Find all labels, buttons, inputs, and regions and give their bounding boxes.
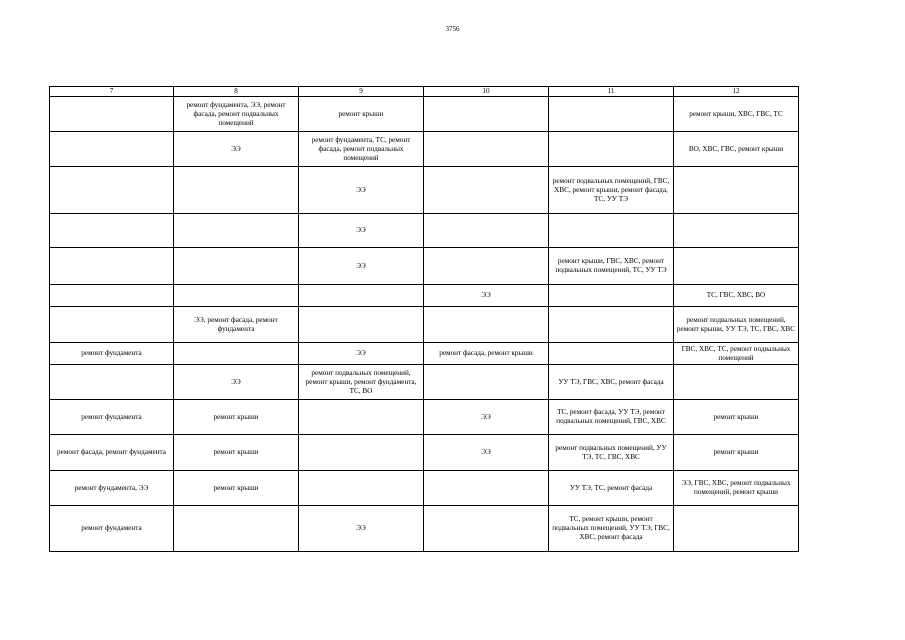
table-cell: [549, 214, 674, 248]
table-cell: ремонт крыши: [674, 435, 799, 471]
table-cell: [424, 506, 549, 552]
table-cell: ЭЭ: [299, 506, 424, 552]
table-cell: [424, 365, 549, 400]
table-row: [50, 132, 799, 167]
table-cell: [424, 214, 549, 248]
table-row: [50, 365, 799, 400]
table-cell: [174, 167, 299, 214]
table-cell: ремонт подвальных помещений, ГВС, ХВС, ремонт крыши, ремонт фасада, ТС, УУ ТЭ: [549, 167, 674, 214]
table-cell: ремонт подвальных помещений, УУ ТЭ, ТС, ГВС, ХВС: [549, 435, 674, 471]
table-row: [50, 343, 799, 365]
table-cell: УУ ТЭ, ГВС, ХВС, ремонт фасада: [549, 365, 674, 400]
table-cell: [549, 132, 674, 167]
table-cell: [50, 167, 174, 214]
table-cell: ремонт подвальных помещений, ремонт крыши, УУ ТЭ, ТС, ГВС, ХВС: [674, 307, 799, 343]
table-row: [50, 97, 799, 132]
table-cell: ЭЭ: [174, 365, 299, 400]
table-cell: [549, 97, 674, 132]
table-cell: [174, 248, 299, 285]
table-cell: [424, 248, 549, 285]
table-cell: [50, 248, 174, 285]
table-cell: ремонт крыши, ХВС, ГВС, ТС: [674, 97, 799, 132]
table-row: [50, 248, 799, 285]
table-cell: ремонт подвальных помещений, ремонт крыши, ремонт фундамента, ТС, ВО: [299, 365, 424, 400]
column-header: 12: [674, 87, 799, 97]
table-cell: ЭЭ: [424, 435, 549, 471]
table-cell: [299, 471, 424, 506]
table-row: [50, 285, 799, 307]
table-cell: [50, 307, 174, 343]
table-cell: ремонт крыши: [174, 435, 299, 471]
table-cell: ЭЭ: [299, 214, 424, 248]
table-cell: [299, 285, 424, 307]
table-cell: [174, 506, 299, 552]
table-cell: [549, 343, 674, 365]
table-cell: [299, 400, 424, 435]
table-cell: [299, 307, 424, 343]
table-cell: [549, 285, 674, 307]
table-cell: ремонт фундамента, ЭЭ: [50, 471, 174, 506]
column-header: 8: [174, 87, 299, 97]
table-cell: ремонт фундамента, ЭЭ, ремонт фасада, ремонт подвальных помещений: [174, 97, 299, 132]
table-cell: [674, 248, 799, 285]
table-cell: ЭЭ: [424, 400, 549, 435]
table-cell: [174, 214, 299, 248]
table-cell: ЭЭ: [174, 132, 299, 167]
table-cell: ГВС, ХВС, ТС, ремонт подвальных помещений: [674, 343, 799, 365]
table-cell: ЭЭ: [299, 248, 424, 285]
column-header: 7: [50, 87, 174, 97]
table-cell: [674, 214, 799, 248]
table-cell: ремонт фундамента, ТС, ремонт фасада, ремонт подвальных помещений: [299, 132, 424, 167]
table-cell: [424, 307, 549, 343]
table-cell: [674, 167, 799, 214]
table-row: [50, 435, 799, 471]
table-cell: ЭЭ, ремонт фасада, ремонт фундамента: [174, 307, 299, 343]
table-cell: [424, 167, 549, 214]
table-cell: ВО, ХВС, ГВС, ремонт крыши: [674, 132, 799, 167]
table-row: [50, 471, 799, 506]
table-cell: [50, 365, 174, 400]
table-cell: [674, 365, 799, 400]
table-cell: [424, 97, 549, 132]
table-cell: ремонт крыши: [674, 400, 799, 435]
table-cell: [549, 307, 674, 343]
table-row: [50, 167, 799, 214]
table-cell: [50, 97, 174, 132]
table-cell: [50, 132, 174, 167]
page-number: 3756: [445, 25, 460, 33]
table-cell: ремонт фундамента: [50, 506, 174, 552]
table-cell: ремонт крыши: [174, 400, 299, 435]
table-cell: [174, 285, 299, 307]
table-cell: ремонт фасада, ремонт крыши: [424, 343, 549, 365]
table-cell: ТС, ремонт фасада, УУ ТЭ, ремонт подвальных помещений, ГВС, ХВС: [549, 400, 674, 435]
table-row: [50, 307, 799, 343]
column-header: 11: [549, 87, 674, 97]
table-cell: [424, 132, 549, 167]
table-cell: [674, 506, 799, 552]
table-cell: ремонт крыши: [174, 471, 299, 506]
table-cell: ремонт фундамента: [50, 343, 174, 365]
table-cell: УУ ТЭ, ТС, ремонт фасада: [549, 471, 674, 506]
table-cell: ремонт крыши: [299, 97, 424, 132]
table-cell: [174, 343, 299, 365]
table-cell: [299, 435, 424, 471]
table-cell: ЭЭ: [424, 285, 549, 307]
table-cell: ремонт фундамента: [50, 400, 174, 435]
column-header: 9: [299, 87, 424, 97]
works-table: [49, 86, 799, 552]
table-cell: [50, 285, 174, 307]
table-cell: ЭЭ: [299, 167, 424, 214]
table-cell: ТС, ГВС, ХВС, ВО: [674, 285, 799, 307]
table-cell: ремонт крыши, ГВС, ХВС, ремонт подвальных помещений, ТС, УУ ТЭ: [549, 248, 674, 285]
table-cell: ЭЭ, ГВС, ХВС, ремонт подвальных помещений, ремонт крыши: [674, 471, 799, 506]
table-cell: [50, 214, 174, 248]
table-cell: [424, 471, 549, 506]
table-row: [50, 506, 799, 552]
table-cell: ЭЭ: [299, 343, 424, 365]
header-row: [50, 87, 799, 97]
table-cell: ТС, ремонт крыши, ремонт подвальных помещений, УУ ТЭ, ГВС, ХВС, ремонт фасада: [549, 506, 674, 552]
table-row: [50, 214, 799, 248]
table-row: [50, 400, 799, 435]
column-header: 10: [424, 87, 549, 97]
table-cell: ремонт фасада, ремонт фундамента: [50, 435, 174, 471]
